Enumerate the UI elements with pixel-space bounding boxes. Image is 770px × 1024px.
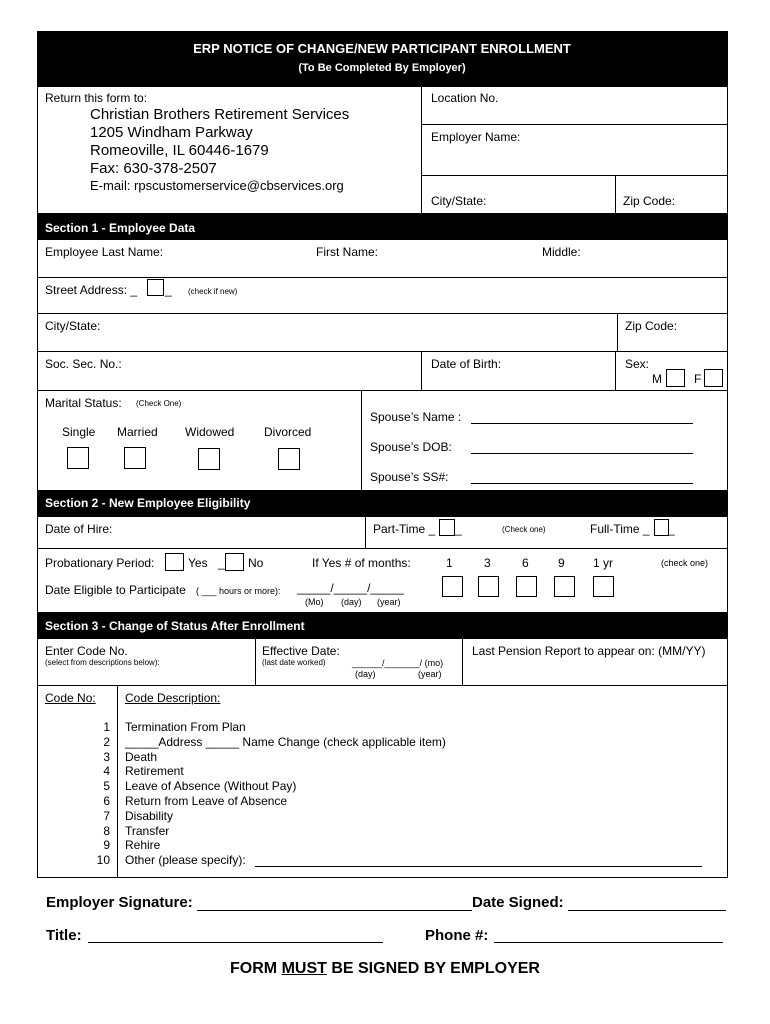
divider	[37, 277, 727, 278]
employer-zip-label: Zip Code:	[623, 194, 676, 208]
full-time-label: Full-Time _	[590, 522, 650, 536]
spouse-ss-label: Spouse’s SS#:	[370, 470, 449, 484]
sex-m-label: M	[652, 372, 662, 386]
effective-date-label: Effective Date:	[262, 644, 340, 658]
phone-label: Phone #:	[425, 927, 489, 944]
sex-label: Sex:	[625, 357, 650, 371]
last-pension-label: Last Pension Report to appear on: (MM/YY)	[472, 644, 706, 658]
code-description: Transfer	[125, 824, 170, 838]
eligible-label: Date Eligible to Participate	[45, 583, 186, 597]
employee-zip-label: Zip Code:	[625, 319, 678, 333]
spouse-ss-line	[471, 483, 693, 484]
sex-f-label: F	[694, 372, 702, 386]
divider	[617, 313, 618, 351]
probationary-label: Probationary Period:	[45, 556, 155, 570]
first-name-label: First Name:	[316, 245, 379, 259]
code-number: 1	[103, 720, 110, 734]
divider	[421, 351, 422, 390]
divider	[462, 639, 463, 685]
check-one-note: (Check One)	[136, 399, 182, 408]
location-no-label: Location No.	[431, 91, 499, 105]
divider	[37, 390, 727, 391]
code-description: Termination From Plan	[125, 720, 246, 734]
months-label: If Yes # of months:	[312, 556, 411, 570]
new-address-checkbox[interactable]	[147, 279, 164, 296]
check-one-note: (check one)	[661, 558, 709, 568]
check-if-new-note: (check if new)	[188, 287, 238, 296]
married-label: Married	[117, 425, 158, 439]
code-no-header: Code No:	[45, 691, 96, 705]
divider	[615, 175, 616, 213]
code-number: 5	[103, 779, 110, 793]
other-specify-line	[255, 866, 702, 867]
divider	[421, 175, 727, 176]
middle-label: Middle:	[542, 245, 581, 259]
widowed-label: Widowed	[185, 425, 235, 439]
return-org: Christian Brothers Retirement Services	[90, 106, 350, 123]
code-number: 8	[103, 824, 110, 838]
part-time-underscore: _	[455, 522, 462, 536]
form-title: ERP NOTICE OF CHANGE/NEW PARTICIPANT ENROLLMENT	[193, 41, 571, 56]
effective-year-label: (year)	[418, 669, 442, 679]
code-description: Retirement	[125, 764, 184, 778]
notice-post: BE SIGNED BY EMPLOYER	[326, 960, 540, 977]
month-option-9: 9	[558, 556, 565, 570]
dob-label: Date of Birth:	[431, 357, 502, 371]
month-1-checkbox[interactable]	[442, 576, 463, 597]
ssn-label: Soc. Sec. No.:	[45, 357, 122, 371]
date-signed-line[interactable]	[568, 910, 726, 911]
divider	[117, 685, 118, 878]
return-street: 1205 Windham Parkway	[90, 124, 253, 141]
eligible-date-blank: _____/_____/_____	[297, 581, 404, 595]
code-description: Other (please specify):	[125, 853, 246, 867]
code-number: 2	[103, 735, 110, 749]
month-option-6: 6	[522, 556, 529, 570]
return-city: Romeoville, IL 60446-1679	[90, 142, 269, 159]
notice-must: MUST	[281, 960, 327, 977]
divider	[37, 313, 727, 314]
divider	[361, 390, 362, 490]
form-subtitle: (To Be Completed By Employer)	[298, 62, 466, 74]
employer-signature-label: Employer Signature:	[46, 894, 193, 911]
employee-city-label: City/State:	[45, 319, 101, 333]
section2-title: Section 2 - New Employee Eligibility	[45, 496, 251, 510]
enter-code-label: Enter Code No.	[45, 644, 128, 658]
married-checkbox[interactable]	[124, 447, 146, 469]
return-email: E-mail: rpscustomerservice@cbservices.org	[90, 178, 344, 193]
marital-status-label: Marital Status:	[45, 396, 122, 410]
code-number: 4	[103, 764, 110, 778]
divider	[615, 351, 616, 390]
spouse-dob-label: Spouse’s DOB:	[370, 440, 452, 454]
month-9-checkbox[interactable]	[554, 576, 575, 597]
code-description: Disability	[125, 809, 174, 823]
notice-pre: FORM	[230, 960, 282, 977]
section1-title: Section 1 - Employee Data	[45, 221, 196, 235]
month-1yr-checkbox[interactable]	[593, 576, 614, 597]
hours-note: ( ___ hours or more):	[196, 586, 281, 596]
code-number: 7	[103, 809, 110, 823]
month-option-1: 1	[446, 556, 453, 570]
form-header	[37, 31, 727, 87]
month-option-3: 3	[484, 556, 491, 570]
return-fax: Fax: 630-378-2507	[90, 160, 217, 177]
check-one-note: (Check one)	[502, 525, 546, 534]
probation-no-checkbox[interactable]	[225, 553, 244, 571]
sex-f-checkbox[interactable]	[704, 369, 723, 387]
code-description: Return from Leave of Absence	[125, 794, 288, 808]
employer-signature-line[interactable]	[197, 910, 472, 911]
date-of-hire-label: Date of Hire:	[45, 522, 113, 536]
date-signed-label: Date Signed:	[472, 894, 564, 911]
spouse-dob-line	[471, 453, 693, 454]
employer-name-label: Employer Name:	[431, 130, 521, 144]
last-date-worked-note: (last date worked)	[262, 658, 326, 667]
eligible-day-label: (day)	[341, 597, 362, 607]
code-description: Leave of Absence (Without Pay)	[125, 779, 297, 793]
last-name-label: Employee Last Name:	[45, 245, 164, 259]
return-label: Return this form to:	[45, 91, 148, 105]
divider	[37, 548, 727, 549]
select-from-note: (select from descriptions below):	[45, 658, 160, 667]
full-time-underscore: _	[668, 522, 675, 536]
spouse-name-line	[471, 423, 693, 424]
signature-notice	[0, 961, 770, 977]
probation-no-label: No	[248, 556, 264, 570]
eligible-mo-label: (Mo)	[305, 597, 324, 607]
divider	[37, 685, 727, 686]
code-number: 6	[103, 794, 110, 808]
title-label: Title:	[46, 927, 82, 944]
divider	[365, 517, 366, 548]
divorced-label: Divorced	[264, 425, 312, 439]
part-time-checkbox[interactable]	[439, 519, 455, 536]
probation-yes-checkbox[interactable]	[165, 553, 184, 571]
phone-line[interactable]	[494, 942, 723, 943]
street-underscore: _	[165, 283, 172, 297]
section3-title: Section 3 - Change of Status After Enrollment	[45, 619, 305, 633]
widowed-checkbox[interactable]	[198, 448, 220, 470]
probation-no-underscore: _	[218, 556, 225, 570]
divider	[421, 124, 727, 125]
title-line[interactable]	[88, 942, 383, 943]
code-desc-header: Code Description:	[125, 691, 221, 705]
divider	[255, 639, 256, 685]
full-time-checkbox[interactable]	[654, 519, 669, 536]
probation-yes-label: Yes	[188, 556, 208, 570]
spouse-name-label: Spouse’s Name :	[370, 410, 462, 424]
divider	[37, 351, 727, 352]
code-number: 3	[103, 750, 110, 764]
divorced-checkbox[interactable]	[278, 448, 300, 470]
employer-city-label: City/State:	[431, 194, 487, 208]
month-3-checkbox[interactable]	[478, 576, 499, 597]
effective-day-label: (day)	[355, 669, 376, 679]
code-description: _____Address _____ Name Change (check applicable item)	[125, 735, 446, 749]
sex-m-checkbox[interactable]	[666, 369, 685, 387]
code-number: 9	[103, 838, 110, 852]
code-description: Rehire	[125, 838, 161, 852]
month-option-1yr: 1 yr	[593, 556, 614, 570]
eligible-year-label: (year)	[377, 597, 401, 607]
code-number: 10	[96, 853, 110, 867]
street-address-label: Street Address: _	[45, 283, 138, 297]
single-checkbox[interactable]	[67, 447, 89, 469]
effective-date-blank: ______/_______/ (mo)	[352, 658, 444, 668]
divider	[421, 87, 422, 213]
single-label: Single	[62, 425, 96, 439]
code-description: Death	[125, 750, 158, 764]
part-time-label: Part-Time _	[373, 522, 436, 536]
month-6-checkbox[interactable]	[516, 576, 537, 597]
